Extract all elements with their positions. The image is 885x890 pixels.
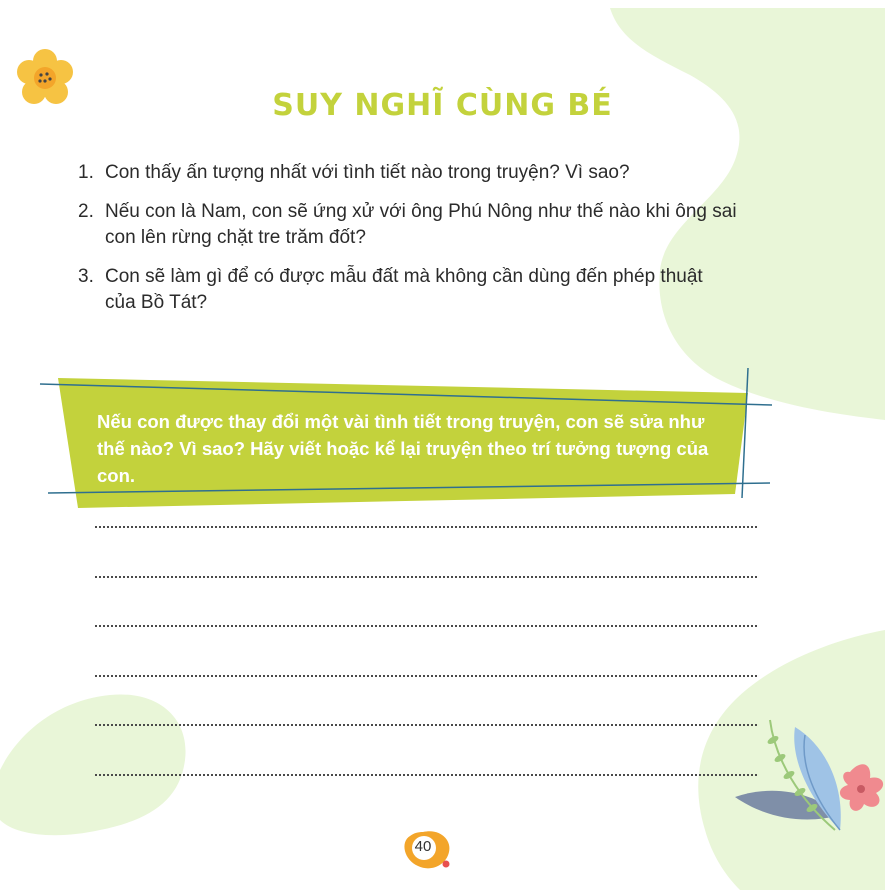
question-text: Con thấy ấn tượng nhất với tình tiết nào trong truyện? Vì sao? bbox=[105, 162, 630, 183]
question-item bbox=[78, 160, 738, 186]
answer-line[interactable] bbox=[95, 625, 757, 627]
answer-lines bbox=[95, 526, 757, 823]
answer-line[interactable] bbox=[95, 675, 757, 677]
question-number: 2. bbox=[78, 201, 94, 222]
page-title: SUY NGHĨ CÙNG BÉ bbox=[272, 88, 613, 123]
answer-line[interactable] bbox=[95, 774, 757, 776]
question-item bbox=[78, 264, 738, 316]
answer-line[interactable] bbox=[95, 576, 757, 578]
question-text: Nếu con là Nam, con sẽ ứng xử với ông Phú Nông như thế nào khi ông sai con lên rừng chặt tre trăm đốt? bbox=[105, 201, 737, 248]
question-item bbox=[78, 199, 738, 251]
question-list bbox=[78, 160, 738, 329]
question-number: 3. bbox=[78, 266, 94, 287]
answer-line[interactable] bbox=[95, 724, 757, 726]
question-number: 1. bbox=[78, 162, 94, 183]
answer-line[interactable] bbox=[95, 526, 757, 528]
page-number: 40 bbox=[414, 838, 432, 855]
activity-prompt: Nếu con được thay đổi một vài tình tiết trong truyện, con sẽ sửa như thế nào? Vì sao? Hãy viết hoặc kể lại truyện theo trí tưởng tượng của con. bbox=[97, 411, 709, 486]
question-text: Con sẽ làm gì để có được mẫu đất mà không cần dùng đến phép thuật của Bồ Tát? bbox=[105, 266, 703, 313]
